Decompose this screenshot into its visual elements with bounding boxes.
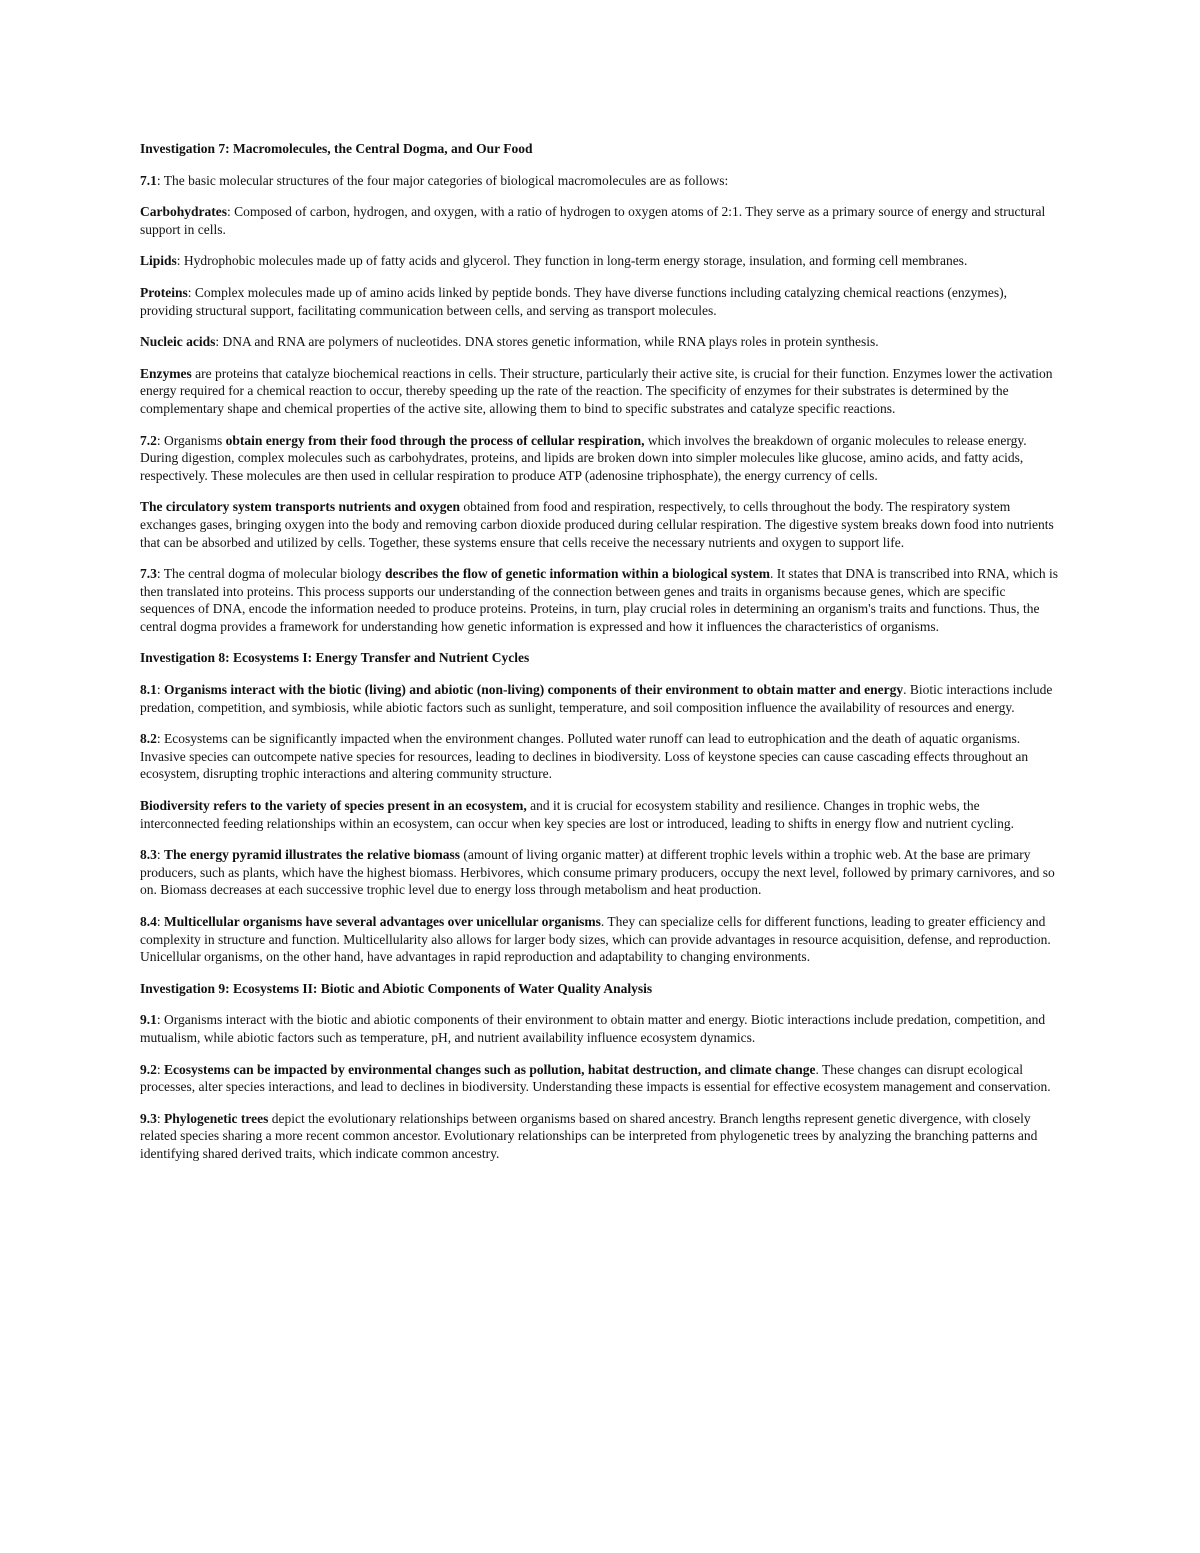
paragraph-prefix: : [156, 1061, 165, 1077]
paragraph-label: Nucleic acids [140, 334, 216, 350]
paragraph-emphasis: Phylogenetic trees [164, 1110, 269, 1126]
paragraph-text: : The basic molecular structures of the four major categories of biological macromolecules are as follows: [156, 172, 729, 188]
paragraph-label: 9.2 [140, 1061, 157, 1077]
paragraph-label: Proteins [140, 284, 188, 300]
paragraph-prefix: : [156, 847, 165, 863]
paragraph-text: . It states that DNA is transcribed into RNA, which is then translated into proteins. This process supports our understanding of the connection between genes and traits in organisms because genes, which are specific sequences of DNA, encode the information needed to produce proteins. Proteins, in turn, play crucial roles in determining an organism's traits and functions. Thus, the central dogma provides a framework for understanding how genetic information is expressed and how it influences the characteristics of organisms. [140, 566, 1058, 634]
paragraph-text: : Ecosystems can be significantly impacted when the environment changes. Polluted water runoff can lead to eutrophication and the death of aquatic organisms. Invasive species can outcompete native species for resources, leading to declines in biodiversity. Loss of keystone species can cause cascading effects throughout an ecosystem, disrupting trophic interactions and altering community structure. [140, 731, 1029, 782]
paragraph-label: 8.1 [140, 682, 157, 698]
paragraph-label: 9.1 [140, 1012, 157, 1028]
paragraph-7-3 [140, 565, 1062, 635]
paragraph-proteins [140, 284, 1062, 319]
paragraph-emphasis: The energy pyramid illustrates the relative biomass [164, 847, 460, 863]
paragraph-9-2 [140, 1061, 1062, 1096]
section-heading-investigation-9: Investigation 9: Ecosystems II: Biotic and Abiotic Components of Water Quality Analysis [140, 980, 653, 996]
paragraph-label: Enzymes [140, 365, 192, 381]
paragraph-text: . They can specialize cells for different functions, leading to greater efficiency and complexity in structure and function. Multicellularity also allows for larger body sizes, which can provide advantages in resource acquisition, defense, and reproduction. Unicellular organisms, on the other hand, have advantages in rapid reproduction and adaptability to changing environments. [140, 914, 1051, 965]
paragraph-enzymes [140, 365, 1062, 418]
paragraph-emphasis: Multicellular organisms have several advantages over unicellular organisms [164, 914, 601, 929]
paragraph-label: Lipids [140, 253, 177, 269]
paragraph-prefix: : [156, 1110, 165, 1126]
paragraph-prefix: : The central dogma of molecular biology [156, 566, 385, 582]
paragraph-8-2 [140, 730, 1062, 783]
paragraph-emphasis: obtain energy from their food through the process of cellular respiration, [225, 432, 645, 448]
paragraph-label: The circulatory system transports nutrients and oxygen [140, 499, 460, 515]
paragraph-circulatory-system [140, 498, 1062, 551]
paragraph-9-3 [140, 1110, 1062, 1163]
paragraph-label: 8.2 [140, 731, 157, 747]
paragraph-prefix: : [156, 682, 165, 698]
paragraph-label: 8.4 [140, 914, 157, 929]
paragraph-text: obtained from food and respiration, respectively, to cells throughout the body. The respiratory system exchanges gases, bringing oxygen into the body and removing carbon dioxide produced during cellular respiration. The digestive system breaks down food into nutrients that can be absorbed and utilized by cells. Together, these systems ensure that cells receive the necessary nutrients and oxygen to support life. [140, 499, 1054, 550]
paragraph-text: and it is crucial for ecosystem stability and resilience. Changes in trophic webs, the interconnected feeding relationships within an ecosystem, can occur when key species are lost or introduced, leading to shifts in energy flow and nutrient cycling. [140, 798, 1014, 831]
paragraph-emphasis: Organisms interact with the biotic (living) and abiotic (non-living) components of their environment to obtain matter and energy [164, 682, 904, 698]
paragraph-text: : Hydrophobic molecules made up of fatty acids and glycerol. They function in long-term energy storage, insulation, and forming cell membranes. [176, 253, 968, 269]
paragraph-label: 7.3 [140, 566, 157, 582]
paragraph-biodiversity [140, 797, 1062, 832]
paragraph-text: : Organisms interact with the biotic and abiotic components of their environment to obtain matter and energy. Biotic interactions include predation, competition, and mutualism, while abiotic factors such as temperature, pH, and nutrient availability influence ecosystem dynamics. [140, 1012, 1046, 1045]
paragraph-prefix: : Organisms [156, 432, 226, 448]
paragraph-text: depict the evolutionary relationships between organisms based on shared ancestry. Branch lengths represent genetic divergence, with closely related species sharing a more recent common ancestor. Evolutionary relationships can be interpreted from phylogenetic trees by analyzing the branching patterns and identifying shared derived traits, which indicate common ancestry. [140, 1110, 1038, 1161]
paragraph-text: are proteins that catalyze biochemical reactions in cells. Their structure, particularly their active site, is crucial for their function. Enzymes lower the activation energy required for a chemical reaction to occur, thereby speeding up the rate of the reaction. The specificity of enzymes for their substrates is determined by the complementary shape and chemical properties of the active site, allowing them to bind to specific substrates and catalyze specific reactions. [140, 365, 1053, 416]
paragraph-prefix: : [156, 914, 165, 929]
paragraph-7-1 [140, 172, 1062, 190]
paragraph-9-1 [140, 1011, 1062, 1046]
paragraph-label: 8.3 [140, 847, 157, 863]
paragraph-text: (amount of living organic matter) at different trophic levels within a trophic web. At the base are primary producers, such as plants, which have the highest biomass. Herbivores, which consume primary producers, occupy the next level, followed by primary carnivores, and so on. Biomass decreases at each successive trophic level due to energy loss through metabolism and heat production. [140, 847, 1055, 898]
paragraph-text: : Complex molecules made up of amino acids linked by peptide bonds. They have diverse functions including catalyzing chemical reactions (enzymes), providing structural support, facilitating communication between cells, and serving as transport molecules. [140, 284, 1008, 318]
paragraph-carbohydrates [140, 203, 1062, 238]
section-heading-investigation-7: Investigation 7: Macromolecules, the Central Dogma, and Our Food [140, 141, 533, 156]
paragraph-label: Biodiversity refers to the variety of species present in an ecosystem, [140, 798, 527, 814]
paragraph-text: which involves the breakdown of organic molecules to release energy. During digestion, complex molecules such as carbohydrates, proteins, and lipids are broken down into simpler molecules like glucose, amino acids, and fatty acids, respectively. These molecules are then used in cellular respiration to produce ATP (adenosine triphosphate), the energy currency of cells. [140, 432, 1027, 483]
paragraph-8-4 [140, 913, 1062, 966]
paragraph-label: 7.1 [140, 172, 157, 188]
paragraph-emphasis: Ecosystems can be impacted by environmental changes such as pollution, habitat destruction, and climate change [164, 1061, 816, 1077]
paragraph-8-1 [140, 681, 1062, 716]
paragraph-lipids [140, 252, 1062, 270]
paragraph-text: . These changes can disrupt ecological processes, alter species interactions, and lead to declines in biodiversity. Understanding these impacts is essential for effective ecosystem management and conservation. [140, 1061, 1051, 1095]
paragraph-text: : DNA and RNA are polymers of nucleotides. DNA stores genetic information, while RNA plays roles in protein synthesis. [215, 334, 879, 350]
paragraph-text: . Biotic interactions include predation, competition, and symbiosis, while abiotic factors such as sunlight, temperature, and soil composition influence the availability of resources and energy. [140, 682, 1053, 715]
paragraph-label: 7.2 [140, 432, 157, 448]
paragraph-text: : Composed of carbon, hydrogen, and oxygen, with a ratio of hydrogen to oxygen atoms of 2:1. They serve as a primary source of energy and structural support in cells. [140, 204, 1046, 237]
paragraph-label: Carbohydrates [140, 204, 227, 220]
paragraph-label: 9.3 [140, 1110, 157, 1126]
paragraph-nucleic-acids [140, 333, 1062, 351]
paragraph-emphasis: describes the flow of genetic information within a biological system [384, 566, 771, 582]
paragraph-7-2 [140, 432, 1062, 485]
section-heading-investigation-8: Investigation 8: Ecosystems I: Energy Transfer and Nutrient Cycles [140, 650, 530, 666]
paragraph-8-3 [140, 846, 1062, 899]
